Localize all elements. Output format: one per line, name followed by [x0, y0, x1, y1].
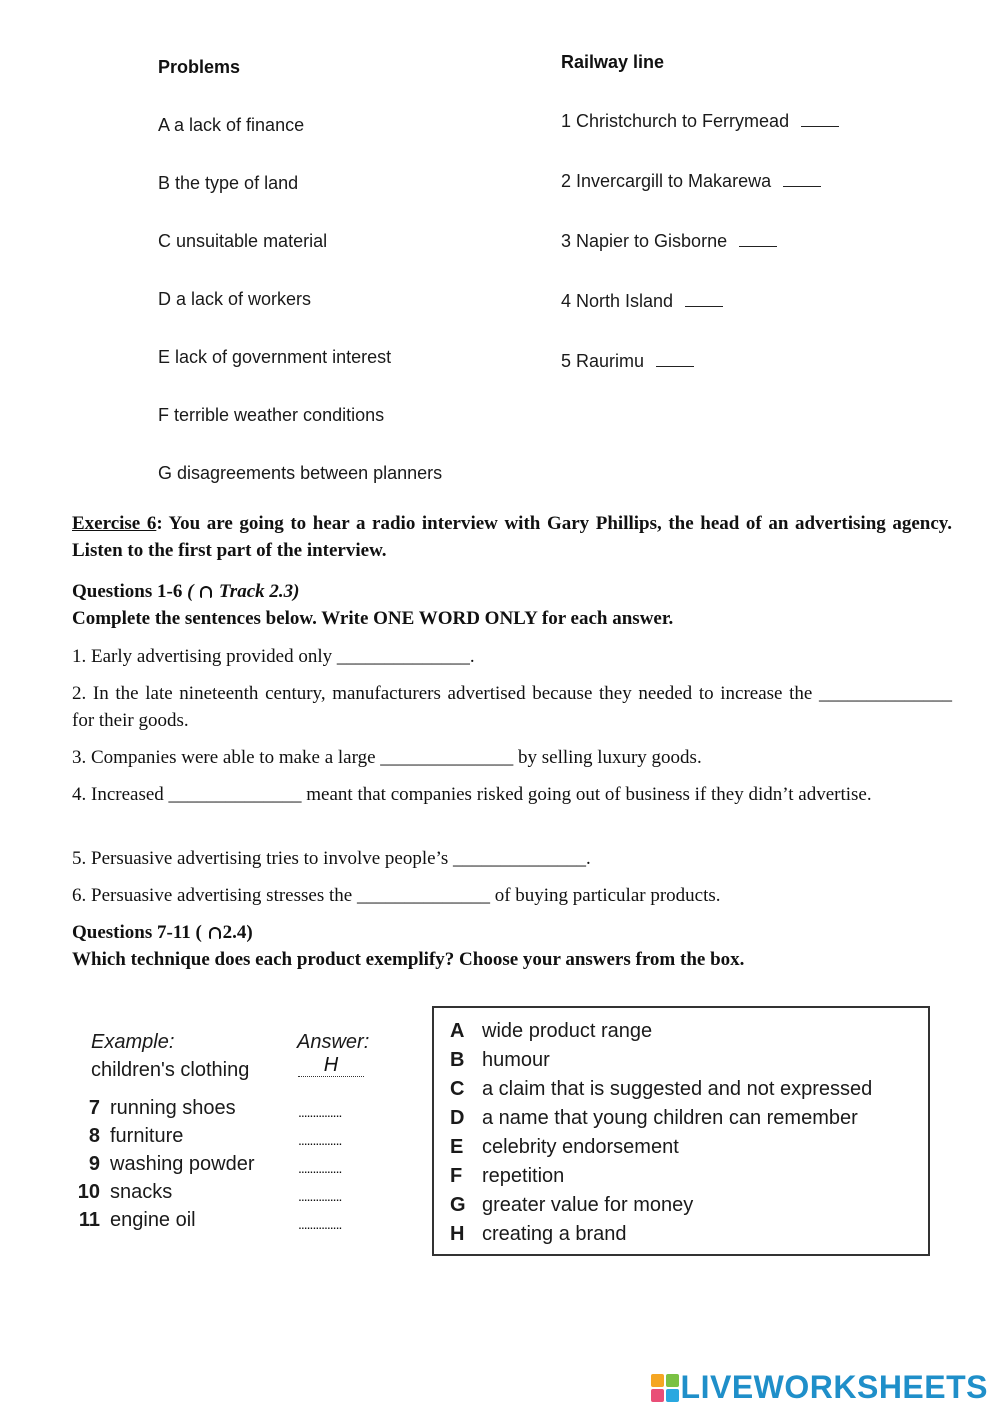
railway-line-label: 3 Napier to Gisborne — [561, 231, 728, 251]
liveworksheets-logo — [651, 1369, 988, 1406]
questions-1-6-instruction: Complete the sentences below. Write ONE WORD ONLY for each answer. — [72, 608, 674, 629]
technique-option — [450, 1020, 928, 1049]
answer-blank[interactable] — [685, 305, 723, 307]
heading-prefix: Questions 1-6 — [72, 581, 183, 602]
heading-suffix: 2.4) — [222, 922, 253, 943]
item-text: furniture — [110, 1125, 184, 1147]
track-open: ( — [187, 581, 199, 602]
answer-blank[interactable] — [739, 245, 777, 247]
answer-dots[interactable]: ............... — [298, 1160, 342, 1176]
heading-prefix: Questions 7-11 ( — [72, 922, 202, 943]
problem-option: E lack of government interest — [158, 347, 392, 367]
technique-option — [450, 1136, 928, 1165]
railway-line-item — [561, 231, 777, 252]
example-answer: H — [298, 1054, 364, 1077]
railway-line-label: 4 North Island — [561, 291, 674, 311]
option-letter: E — [450, 1136, 464, 1158]
exercise6-text: : You are going to hear a radio interview with Gary Phillips, the head of an advertising agency. Listen to the first part of the interview. — [72, 513, 952, 561]
exercise6-label: Exercise 6 — [72, 513, 157, 534]
problem-option: G disagreements between planners — [158, 463, 443, 483]
option-text: a claim that is suggested and not expressed — [482, 1078, 873, 1100]
problems-heading: Problems — [158, 57, 241, 77]
technique-option — [450, 1223, 928, 1252]
item-number: 10 — [77, 1181, 100, 1203]
answer-blank[interactable] — [656, 365, 694, 367]
railway-line-heading: Railway line — [561, 52, 665, 72]
technique-option — [450, 1165, 928, 1194]
item-text: running shoes — [110, 1097, 236, 1119]
question-sentence: 3. Companies were able to make a large ______________ by selling luxury goods. — [72, 747, 702, 768]
technique-options-box — [432, 1006, 930, 1256]
item-number: 9 — [88, 1153, 100, 1175]
questions-1-6-heading — [72, 578, 952, 605]
option-text: wide product range — [482, 1020, 653, 1042]
item-number: 8 — [88, 1125, 100, 1147]
option-text: celebrity endorsement — [482, 1136, 679, 1158]
question-sentence: 4. Increased ______________ meant that companies risked going out of business if they didn’t advertise. — [72, 784, 872, 805]
questions-7-11-instruction: Which technique does each product exemplify? Choose your answers from the box. — [72, 949, 745, 970]
option-text: a name that young children can remember — [482, 1107, 858, 1129]
headphones-icon — [200, 586, 212, 598]
railway-line-label: 5 Raurimu — [561, 351, 645, 371]
option-letter: G — [450, 1194, 466, 1216]
list-item — [72, 1097, 236, 1125]
option-letter: A — [450, 1020, 465, 1042]
answer-dots[interactable]: ............... — [298, 1216, 342, 1232]
answer-dots[interactable]: ............... — [298, 1132, 342, 1148]
answer-label: Answer: — [297, 1031, 370, 1053]
liveworksheets-wordmark: LIVEWORKSHEETS — [680, 1369, 988, 1405]
problem-option: A a lack of finance — [158, 115, 305, 135]
question-sentence: 6. Persuasive advertising stresses the ______________ of buying particular products. — [72, 885, 721, 906]
item-number: 11 — [78, 1209, 100, 1231]
list-item — [72, 1125, 183, 1153]
liveworksheets-badge-icon — [651, 1374, 681, 1402]
problem-option: D a lack of workers — [158, 289, 312, 309]
option-letter: D — [450, 1107, 465, 1129]
questions-7-11-heading — [72, 919, 952, 946]
list-item — [72, 1153, 255, 1181]
railway-line-item — [561, 291, 723, 312]
item-number: 7 — [88, 1097, 100, 1119]
option-letter: H — [450, 1223, 465, 1245]
railway-line-item — [561, 171, 821, 192]
option-text: creating a brand — [482, 1223, 627, 1245]
technique-option — [450, 1078, 928, 1107]
answer-blank[interactable] — [801, 125, 839, 127]
technique-option — [450, 1194, 928, 1223]
option-letter: F — [450, 1165, 463, 1187]
option-text: repetition — [482, 1165, 565, 1187]
problem-option: B the type of land — [158, 173, 299, 193]
answer-dots[interactable]: ............... — [298, 1188, 342, 1204]
example-item: children's clothing — [91, 1059, 250, 1081]
technique-option — [450, 1049, 928, 1078]
list-item — [72, 1209, 196, 1237]
answer-blank[interactable] — [783, 185, 821, 187]
problem-option: F terrible weather conditions — [158, 405, 385, 425]
question-sentence: 1. Early advertising provided only ______________. — [72, 646, 475, 667]
item-text: washing powder — [110, 1153, 255, 1175]
option-text: humour — [482, 1049, 550, 1071]
option-text: greater value for money — [482, 1194, 694, 1216]
item-text: engine oil — [110, 1209, 196, 1231]
answer-dots[interactable]: ............... — [298, 1104, 342, 1120]
technique-option — [450, 1107, 928, 1136]
exercise6-instruction — [72, 510, 952, 564]
example-label: Example: — [91, 1031, 175, 1053]
headphones-icon — [209, 927, 221, 939]
railway-line-label: 2 Invercargill to Makarewa — [561, 171, 772, 191]
track-name: Track 2.3) — [214, 581, 300, 602]
problem-option: C unsuitable material — [158, 231, 328, 251]
question-sentence: 2. In the late nineteenth century, manufacturers advertised because they needed to increase the ______________ for their goods. — [72, 683, 952, 731]
item-text: snacks — [110, 1181, 173, 1203]
railway-line-item — [561, 111, 839, 132]
list-item — [72, 1181, 172, 1209]
option-letter: B — [450, 1049, 465, 1071]
railway-line-item — [561, 351, 694, 372]
railway-line-label: 1 Christchurch to Ferrymead — [561, 111, 790, 131]
question-sentence: 5. Persuasive advertising tries to involve people’s ______________. — [72, 848, 591, 869]
option-letter: C — [450, 1078, 465, 1100]
